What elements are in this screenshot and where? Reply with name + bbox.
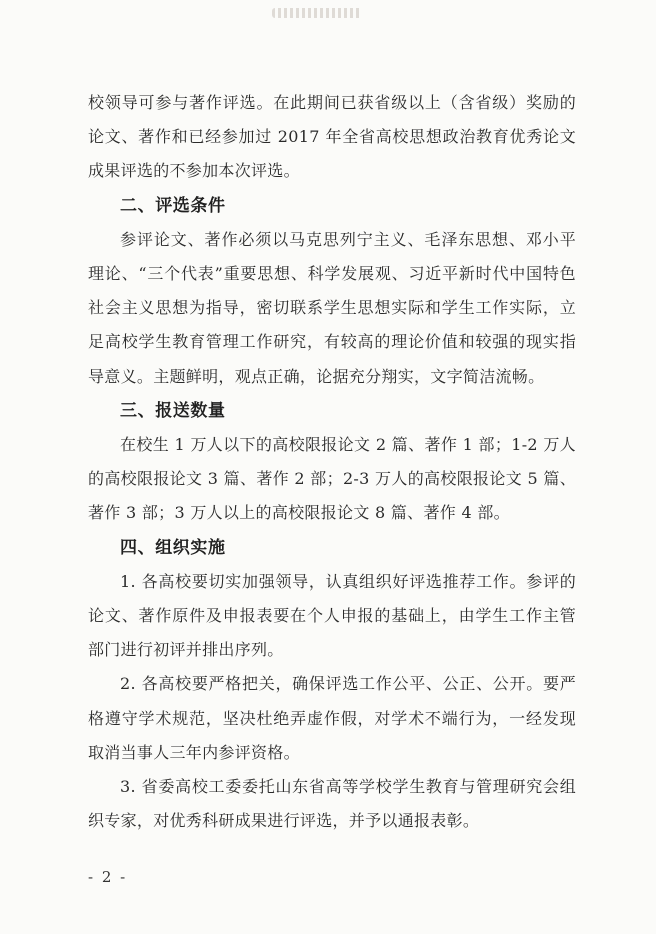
section-heading-criteria: 二、评选条件 (120, 195, 226, 216)
document-body (88, 86, 576, 838)
paragraph-quota: 在校生 1 万人以下的高校限报论文 2 篇、著作 1 部；1-2 万人的高校限报论文 3 篇、著作 2 部；2-3 万人的高校限报论文 5 篇、著作 3 部；3 万人以上的高校限报论文 8 篇、著作 4 部。 (88, 435, 576, 523)
section-heading-quota: 三、报送数量 (120, 400, 226, 421)
paragraph-continuation: 校领导可参与著作评选。在此期间已获省级以上（含省级）奖励的论文、著作和已经参加过 2017 年全省高校思想政治教育优秀论文成果评选的不参加本次评选。 (88, 93, 576, 181)
page-number: - 2 - (88, 868, 128, 886)
paragraph-criteria: 参评论文、著作必须以马克思列宁主义、毛泽东思想、邓小平理论、“三个代表”重要思想、科学发展观、习近平新时代中国特色社会主义思想为指导，密切联系学生思想实际和学生工作实际，立足高校学生教育管理工作研究，有较高的理论价值和较强的现实指导意义。主题鲜明，观点正确，论据充分翔实，文字简洁流畅。 (88, 229, 576, 386)
paragraph-implementation-2: 2. 各高校要严格把关，确保评选工作公平、公正、公开。要严格遵守学术规范，坚决杜绝弄虚作假，对学术不端行为，一经发现取消当事人三年内参评资格。 (88, 674, 576, 762)
paragraph-implementation-1: 1. 各高校要切实加强领导，认真组织好评选推荐工作。参评的论文、著作原件及申报表要在个人申报的基础上，由学生工作主管部门进行初评并排出序列。 (88, 571, 576, 660)
paragraph-implementation-3: 3. 省委高校工委委托山东省高等学校学生教育与管理研究会组织专家，对优秀科研成果进行评选，并予以通报表彰。 (88, 777, 576, 831)
faint-stamp-mark (272, 8, 362, 18)
section-heading-implementation: 四、组织实施 (120, 537, 226, 558)
